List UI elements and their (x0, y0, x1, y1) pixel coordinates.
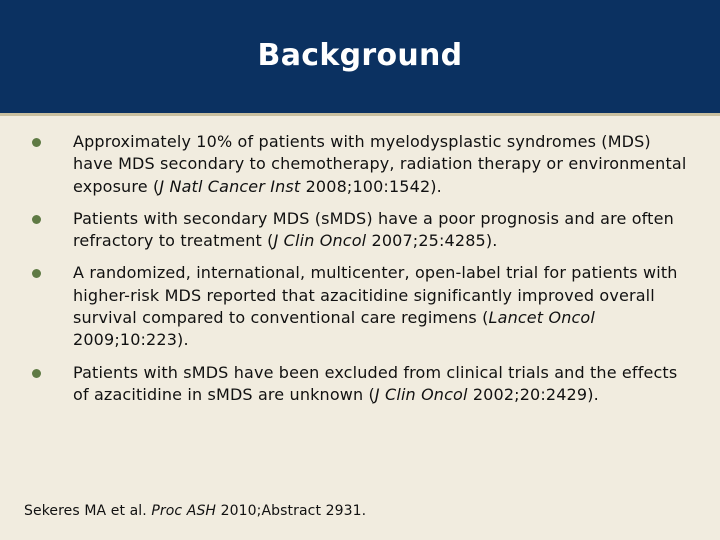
citation-details: 2009;10:223). (73, 330, 189, 350)
bullet-item (0, 362, 720, 407)
bullet-text: Approximately 10% of patients with myelodysplastic syndromes (MDS) have MDS secondary to chemotherapy, radiation therapy or environmental exposure ( (73, 132, 687, 196)
bullet-dot-icon (32, 369, 41, 378)
title-divider (0, 113, 720, 116)
bullet-item (0, 131, 720, 198)
bullet-dot-icon (32, 269, 41, 278)
journal-citation: J Clin Oncol (273, 231, 367, 251)
bullet-dot-icon (32, 138, 41, 147)
journal-citation: Lancet Oncol (488, 308, 595, 328)
footnote-journal: Proc ASH (151, 503, 217, 519)
bullet-text: Patients with sMDS have been excluded from clinical trials and the effects of azacitidine in sMDS are unknown ( (73, 362, 678, 404)
slide-title: Background (257, 38, 463, 73)
footnote-details: 2010;Abstract 2931. (216, 503, 367, 519)
citation-details: 2008;100:1542). (300, 176, 442, 196)
bullet-item (0, 208, 720, 253)
journal-citation: J Natl Cancer Inst (159, 176, 301, 196)
bullet-list (0, 131, 720, 416)
reference-footnote (24, 503, 366, 519)
journal-citation: J Clin Oncol (374, 384, 468, 404)
bullet-text: A randomized, international, multicenter, open-label trial for patients with higher-risk MDS reported that azacitidine significantly improved overall survival compared to conventional care regimens ( (73, 263, 678, 328)
bullet-dot-icon (32, 215, 41, 224)
footnote-authors: Sekeres MA et al. (24, 503, 152, 519)
citation-details: 2007;25:4285). (366, 231, 498, 251)
citation-details: 2002;20:2429). (467, 384, 599, 404)
bullet-text: Patients with secondary MDS (sMDS) have a poor prognosis and are often refractory to treatment ( (73, 208, 674, 251)
bullet-item (0, 262, 720, 351)
